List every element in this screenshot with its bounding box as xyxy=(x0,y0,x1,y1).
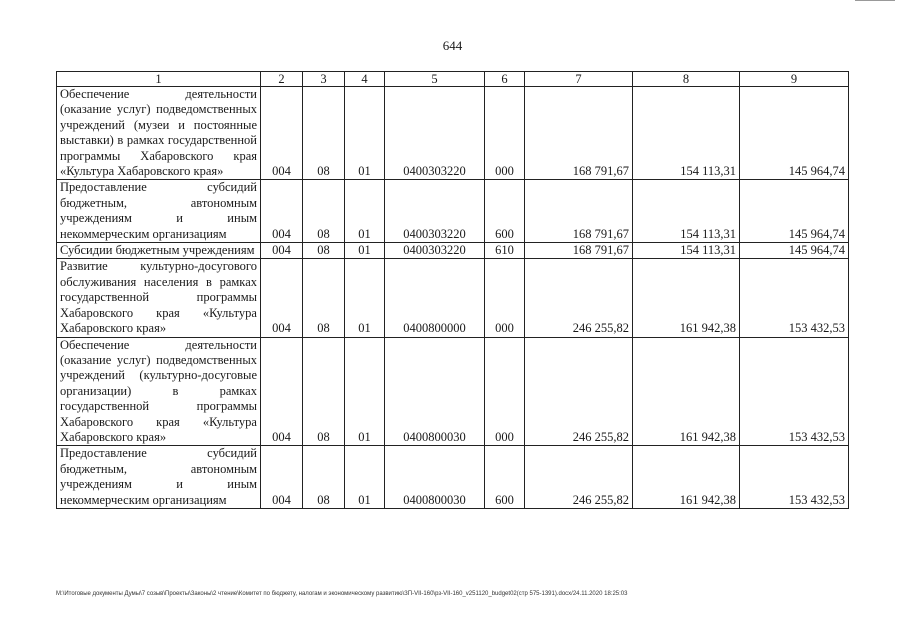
header-col-8: 8 xyxy=(633,72,740,87)
cell-expense-type: 600 xyxy=(485,180,525,243)
cell-section: 08 xyxy=(303,87,345,180)
cell-target-article: 0400303220 xyxy=(385,243,485,259)
table-row xyxy=(57,243,849,259)
cell-amount-3: 145 964,74 xyxy=(740,243,849,259)
header-col-7: 7 xyxy=(525,72,633,87)
cell-section: 08 xyxy=(303,446,345,509)
cell-amount-3: 153 432,53 xyxy=(740,337,849,446)
cell-amount-3: 145 964,74 xyxy=(740,180,849,243)
budget-table xyxy=(56,71,849,509)
cell-subsection: 01 xyxy=(345,180,385,243)
cell-subsection: 01 xyxy=(345,87,385,180)
cell-amount-1: 168 791,67 xyxy=(525,243,633,259)
scan-edge-mark xyxy=(855,0,895,1)
cell-expense-type: 000 xyxy=(485,337,525,446)
header-col-1: 1 xyxy=(57,72,261,87)
cell-amount-3: 153 432,53 xyxy=(740,446,849,509)
cell-admin-code: 004 xyxy=(261,180,303,243)
cell-target-article: 0400800030 xyxy=(385,446,485,509)
table-row xyxy=(57,259,849,337)
row-name: Развитие культурно-досугового обслуживания населения в рамках государственной программы Хабаровского края «Культура Хабаровского края» xyxy=(57,259,261,337)
cell-admin-code: 004 xyxy=(261,446,303,509)
cell-expense-type: 000 xyxy=(485,259,525,337)
table-row xyxy=(57,337,849,446)
row-name: Субсидии бюджетным учреждениям xyxy=(57,243,261,259)
cell-admin-code: 004 xyxy=(261,259,303,337)
cell-amount-2: 161 942,38 xyxy=(633,446,740,509)
cell-amount-3: 153 432,53 xyxy=(740,259,849,337)
table-row xyxy=(57,446,849,509)
row-name: Предоставление субсидий бюджетным, автономным учреждениям и иным некоммерческим организациям xyxy=(57,446,261,509)
cell-amount-1: 246 255,82 xyxy=(525,337,633,446)
cell-amount-1: 246 255,82 xyxy=(525,259,633,337)
row-name: Обеспечение деятельности (оказание услуг) подведомственных учреждений (музеи и постоянные выставки) в рамках государственной программы Хабаровского края «Культура Хабаровского края» xyxy=(57,87,261,180)
cell-subsection: 01 xyxy=(345,243,385,259)
cell-section: 08 xyxy=(303,243,345,259)
row-name: Обеспечение деятельности (оказание услуг) подведомственных учреждений (культурно-досуговые организации) в рамках государственной программы Хабаровского края «Культура Хабаровского края» xyxy=(57,337,261,446)
cell-admin-code: 004 xyxy=(261,337,303,446)
table-row xyxy=(57,87,849,180)
cell-expense-type: 600 xyxy=(485,446,525,509)
header-col-9: 9 xyxy=(740,72,849,87)
cell-amount-1: 246 255,82 xyxy=(525,446,633,509)
row-name: Предоставление субсидий бюджетным, автономным учреждениям и иным некоммерческим организациям xyxy=(57,180,261,243)
cell-section: 08 xyxy=(303,259,345,337)
cell-amount-3: 145 964,74 xyxy=(740,87,849,180)
cell-subsection: 01 xyxy=(345,259,385,337)
header-col-4: 4 xyxy=(345,72,385,87)
table-row xyxy=(57,180,849,243)
cell-amount-2: 154 113,31 xyxy=(633,87,740,180)
cell-amount-1: 168 791,67 xyxy=(525,180,633,243)
header-col-2: 2 xyxy=(261,72,303,87)
cell-subsection: 01 xyxy=(345,446,385,509)
header-col-3: 3 xyxy=(303,72,345,87)
header-col-5: 5 xyxy=(385,72,485,87)
cell-amount-2: 154 113,31 xyxy=(633,243,740,259)
cell-amount-1: 168 791,67 xyxy=(525,87,633,180)
cell-amount-2: 154 113,31 xyxy=(633,180,740,243)
cell-subsection: 01 xyxy=(345,337,385,446)
cell-target-article: 0400800000 xyxy=(385,259,485,337)
document-footer-path: M:\Итоговые документы Думы\7 созыв\Проекты\Законы\2 чтение\Комитет по бюджету, налогам и экономическому развитию\ЗП-VII-160\рз-VII-160_v251120_budget02(стр 575-1391).docx/24.11.2020 18:25:03 xyxy=(56,591,628,597)
cell-section: 08 xyxy=(303,337,345,446)
cell-section: 08 xyxy=(303,180,345,243)
cell-admin-code: 004 xyxy=(261,87,303,180)
cell-target-article: 0400800030 xyxy=(385,337,485,446)
cell-amount-2: 161 942,38 xyxy=(633,259,740,337)
header-col-6: 6 xyxy=(485,72,525,87)
cell-target-article: 0400303220 xyxy=(385,87,485,180)
table-header-row xyxy=(57,72,849,87)
cell-admin-code: 004 xyxy=(261,243,303,259)
cell-amount-2: 161 942,38 xyxy=(633,337,740,446)
cell-expense-type: 610 xyxy=(485,243,525,259)
page-number: 644 xyxy=(442,38,463,53)
cell-expense-type: 000 xyxy=(485,87,525,180)
cell-target-article: 0400303220 xyxy=(385,180,485,243)
